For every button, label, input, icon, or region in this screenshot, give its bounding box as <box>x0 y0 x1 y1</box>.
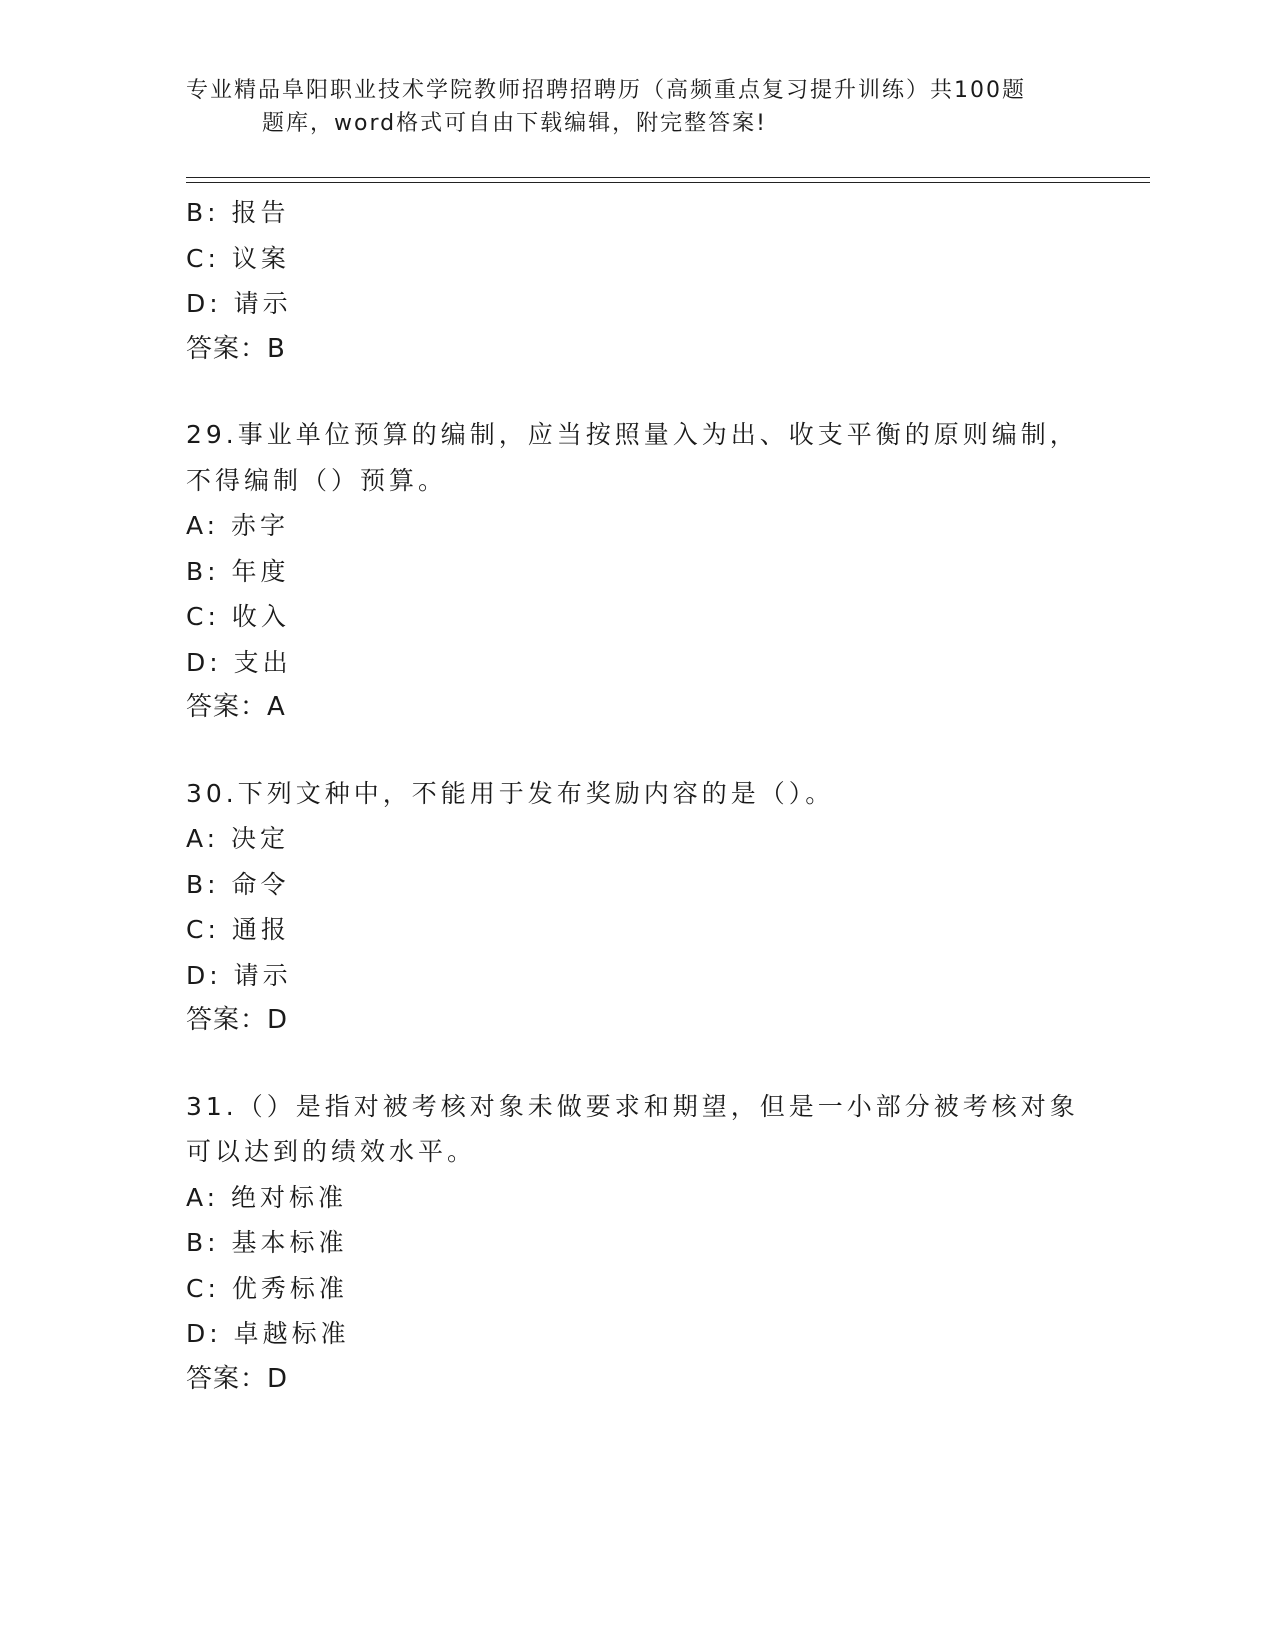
question-stem-cont: 不得编制（）预算。 <box>186 465 448 495</box>
question-29 <box>186 412 1086 731</box>
option-a: A: 赤字 <box>186 511 290 540</box>
option-d: D: 请示 <box>186 960 292 990</box>
option-c: C: 收入 <box>186 602 290 631</box>
option-d: D: 支出 <box>186 647 292 677</box>
option-b: B: 命令 <box>186 869 290 899</box>
question-stem-cont: 可以达到的绩效水平。 <box>186 1137 477 1166</box>
answer: 答案：B <box>186 333 286 364</box>
option-a: A: 绝对标准 <box>186 1182 348 1212</box>
option-d: D: 卓越标准 <box>186 1319 350 1348</box>
question-stem: 30.下列文种中，不能用于发布奖励内容的是（）。 <box>186 778 835 808</box>
question-31 <box>186 1084 1086 1403</box>
option-c: C: 议案 <box>186 243 290 273</box>
option-b: B: 报告 <box>186 198 290 227</box>
question-stem: 31.（）是指对被考核对象未做要求和期望，但是一小部分被考核对象 <box>186 1091 1079 1121</box>
document-header <box>186 74 1086 140</box>
answer: 答案：D <box>186 1363 289 1394</box>
question-30 <box>186 771 1086 1044</box>
question-28-tail <box>186 190 1086 372</box>
header-line-1: 专业精品阜阳职业技术学院教师招聘招聘历（高频重点复习提升训练）共100题 <box>186 78 1026 103</box>
option-a: A: 决定 <box>186 824 290 853</box>
option-d: D: 请示 <box>186 289 292 318</box>
header-rule-top <box>186 177 1150 178</box>
option-b: B: 年度 <box>186 556 290 586</box>
option-b: B: 基本标准 <box>186 1228 348 1257</box>
option-c: C: 优秀标准 <box>186 1273 348 1303</box>
header-rule-bottom <box>186 182 1150 183</box>
option-c: C: 通报 <box>186 915 290 944</box>
answer: 答案：A <box>186 692 286 722</box>
answer: 答案：D <box>186 1005 289 1035</box>
header-line-2: 题库，word格式可自由下载编辑，附完整答案! <box>262 111 767 136</box>
question-stem: 29.事业单位预算的编制，应当按照量入为出、收支平衡的原则编制， <box>186 420 1079 449</box>
question-list <box>186 190 1086 1402</box>
